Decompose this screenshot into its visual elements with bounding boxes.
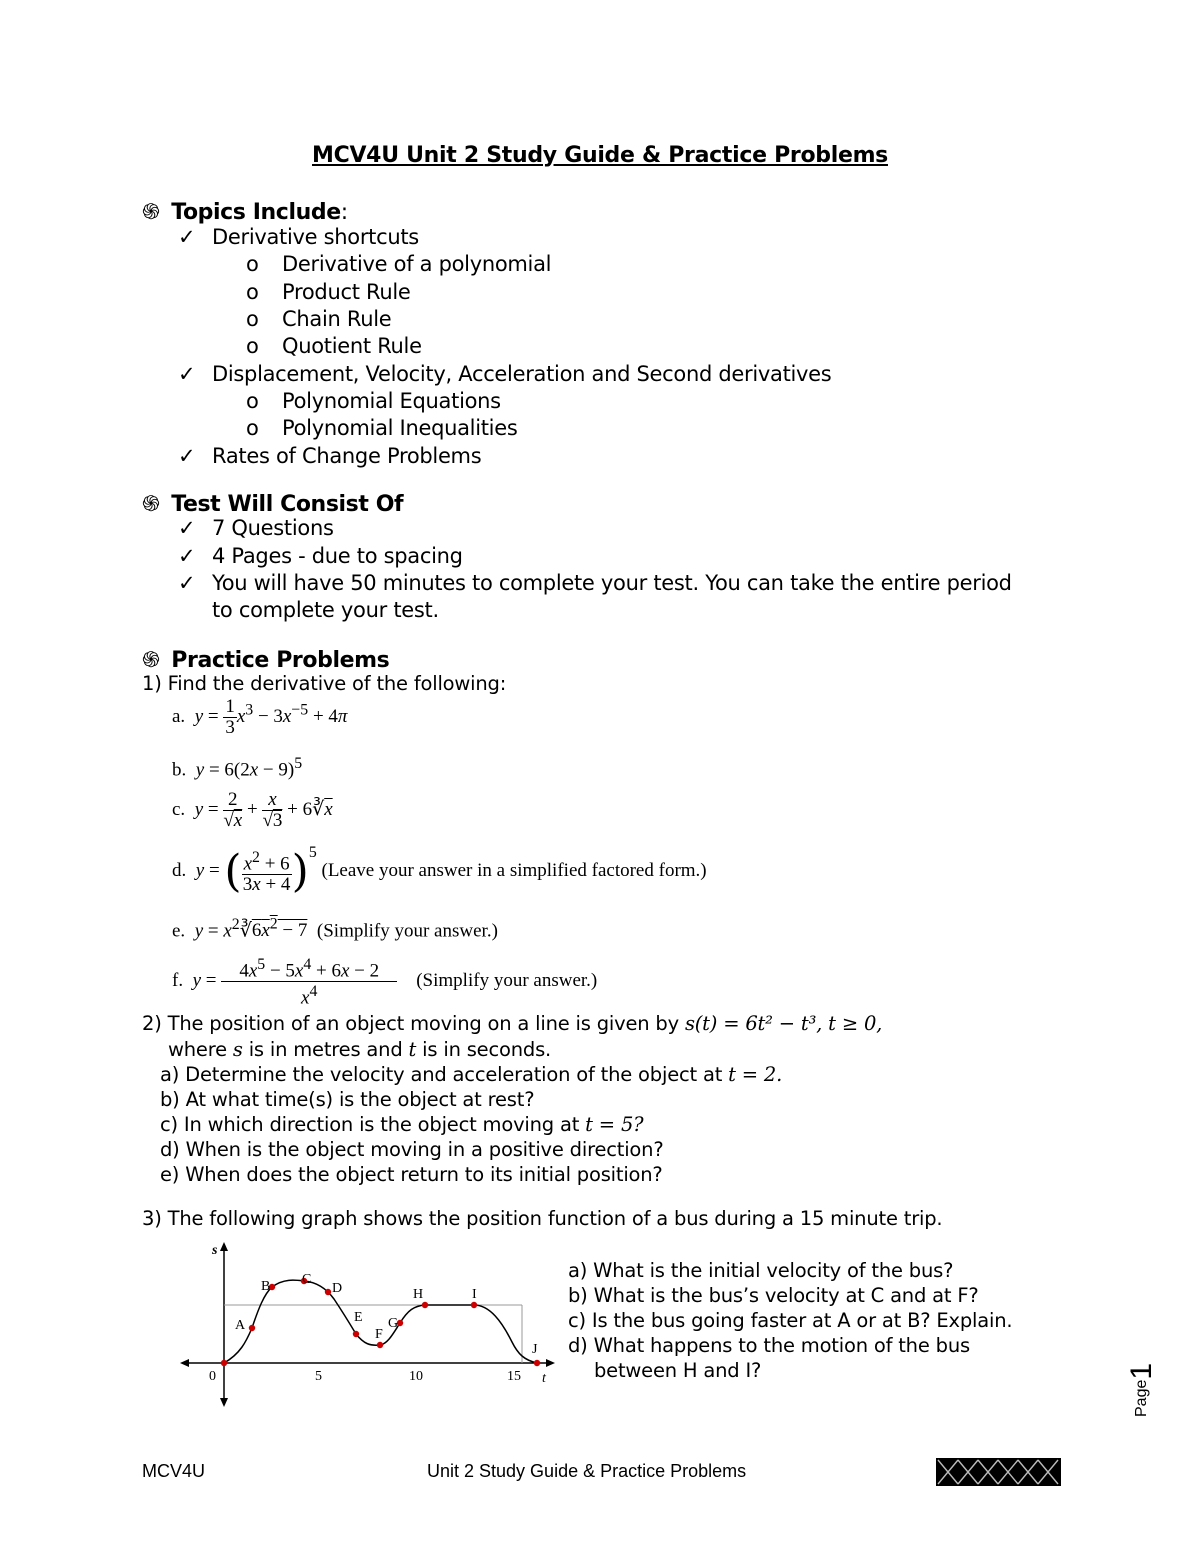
list-item: o Product Rule [246,280,411,304]
question-2e: e) When does the object return to its initial position? [160,1163,663,1186]
list-item: o Quotient Rule [246,334,422,358]
point-label: H [413,1287,424,1302]
checkmark-icon: ✓ [178,516,196,540]
topics-heading: ֍ Topics Include: [142,197,348,226]
question-3d-continuation: between H and I? [594,1359,762,1382]
list-item: ✓ Displacement, Velocity, Acceleration and Second derivatives [178,362,832,386]
tick-label: 0 [209,1369,216,1384]
checkmark-icon: ✓ [178,362,196,386]
bullet-icon: ֍ [142,492,160,517]
list-item-continuation: to complete your test. [212,598,439,622]
list-item: o Polynomial Inequalities [246,416,518,440]
practice-heading: ֍ Practice Problems [142,645,389,674]
list-item: ✓ 4 Pages - due to spacing [178,544,463,568]
bullet-icon: ֍ [142,648,160,673]
point-label: D [332,1281,343,1296]
footer-center: Unit 2 Study Guide & Practice Problems [427,1461,747,1481]
q1-part-b: b. $y = 6(2x - 9)^5$ [172,755,303,781]
list-item: ✓ Derivative shortcuts [178,225,419,249]
list-item: ✓ You will have 50 minutes to complete your test. You can take the entire period [178,571,1012,595]
checkmark-icon: ✓ [178,444,196,468]
q1-part-e: e. $y = x^2∛6x^2 - 7$ (Simplify your answer.) [172,916,498,942]
question-3d: d) What happens to the motion of the bus [568,1334,970,1357]
test-heading: ֍ Test Will Consist Of [142,489,403,518]
y-axis-label: s [212,1243,218,1258]
tick-label: 15 [507,1369,521,1384]
point-label: I [472,1287,477,1302]
footer-pattern-icon [936,1458,1061,1486]
point-label: C [302,1272,312,1287]
bullet-icon: ֍ [142,200,160,225]
q1-part-f: f. y = $\frac{4x^5 - 5x^4 + 6x - 2}{x^4}$ (Simplify your answer.) [172,956,598,1009]
list-item: o Polynomial Equations [246,389,501,413]
list-item: ✓ Rates of Change Problems [178,444,482,468]
x-axis-label: t [542,1371,546,1386]
question-2b: b) At what time(s) is the object at rest? [160,1088,535,1111]
point-label: B [261,1279,271,1294]
question-3b: b) What is the bus’s velocity at C and at F? [568,1284,979,1307]
question-2-line2: where s is in metres and t is in seconds. [168,1038,552,1061]
question-2-line1: 2) The position of an object moving on a line is given by s(t) = 6t² − t³, t ≥ 0, [142,1012,883,1035]
tick-label: 5 [315,1369,322,1384]
footer-left: MCV4U [142,1461,206,1481]
checkmark-icon: ✓ [178,225,196,249]
point-label: J [532,1342,538,1357]
question-2d: d) When is the object moving in a positive direction? [160,1138,664,1161]
question-2c: c) In which direction is the object moving at t = 5? [160,1113,644,1136]
checkmark-icon: ✓ [178,571,196,595]
point-label: F [375,1327,383,1342]
q1-part-c: c. y = $\frac{2}{√x}$ + $\frac{x}{√3}$ + $6∛\overline{x}$ [172,789,333,831]
question-2a: a) Determine the velocity and acceleration of the object at t = 2. [160,1063,783,1086]
point-label: G [388,1316,399,1331]
page-number: Page1 [1125,1362,1158,1417]
list-item: o Chain Rule [246,307,392,331]
checkmark-icon: ✓ [178,544,196,568]
q1-part-a: a. y = $\frac{1}{3}$ $x^3 - 3x^{-5} + 4\pi$ [172,696,348,738]
question-3a: a) What is the initial velocity of the bus? [568,1259,954,1282]
question-1-prompt: 1) Find the derivative of the following: [142,672,507,695]
list-item: o Derivative of a polynomial [246,252,552,276]
page-title: MCV4U Unit 2 Study Guide & Practice Problems [312,143,888,168]
question-3-prompt: 3) The following graph shows the position function of a bus during a 15 minute trip. [142,1207,943,1230]
tick-label: 10 [409,1369,423,1384]
point-label: A [235,1318,246,1333]
bus-position-graph [180,1242,560,1407]
question-3c: c) Is the bus going faster at A or at B? Explain. [568,1309,1013,1332]
list-item: ✓ 7 Questions [178,516,334,540]
q1-part-d: d. y = ( $\frac{x^2 + 6}{3x + 4}$ )$^5$ (Leave your answer in a simplified factored form.) [172,843,707,897]
point-label: E [354,1310,363,1325]
